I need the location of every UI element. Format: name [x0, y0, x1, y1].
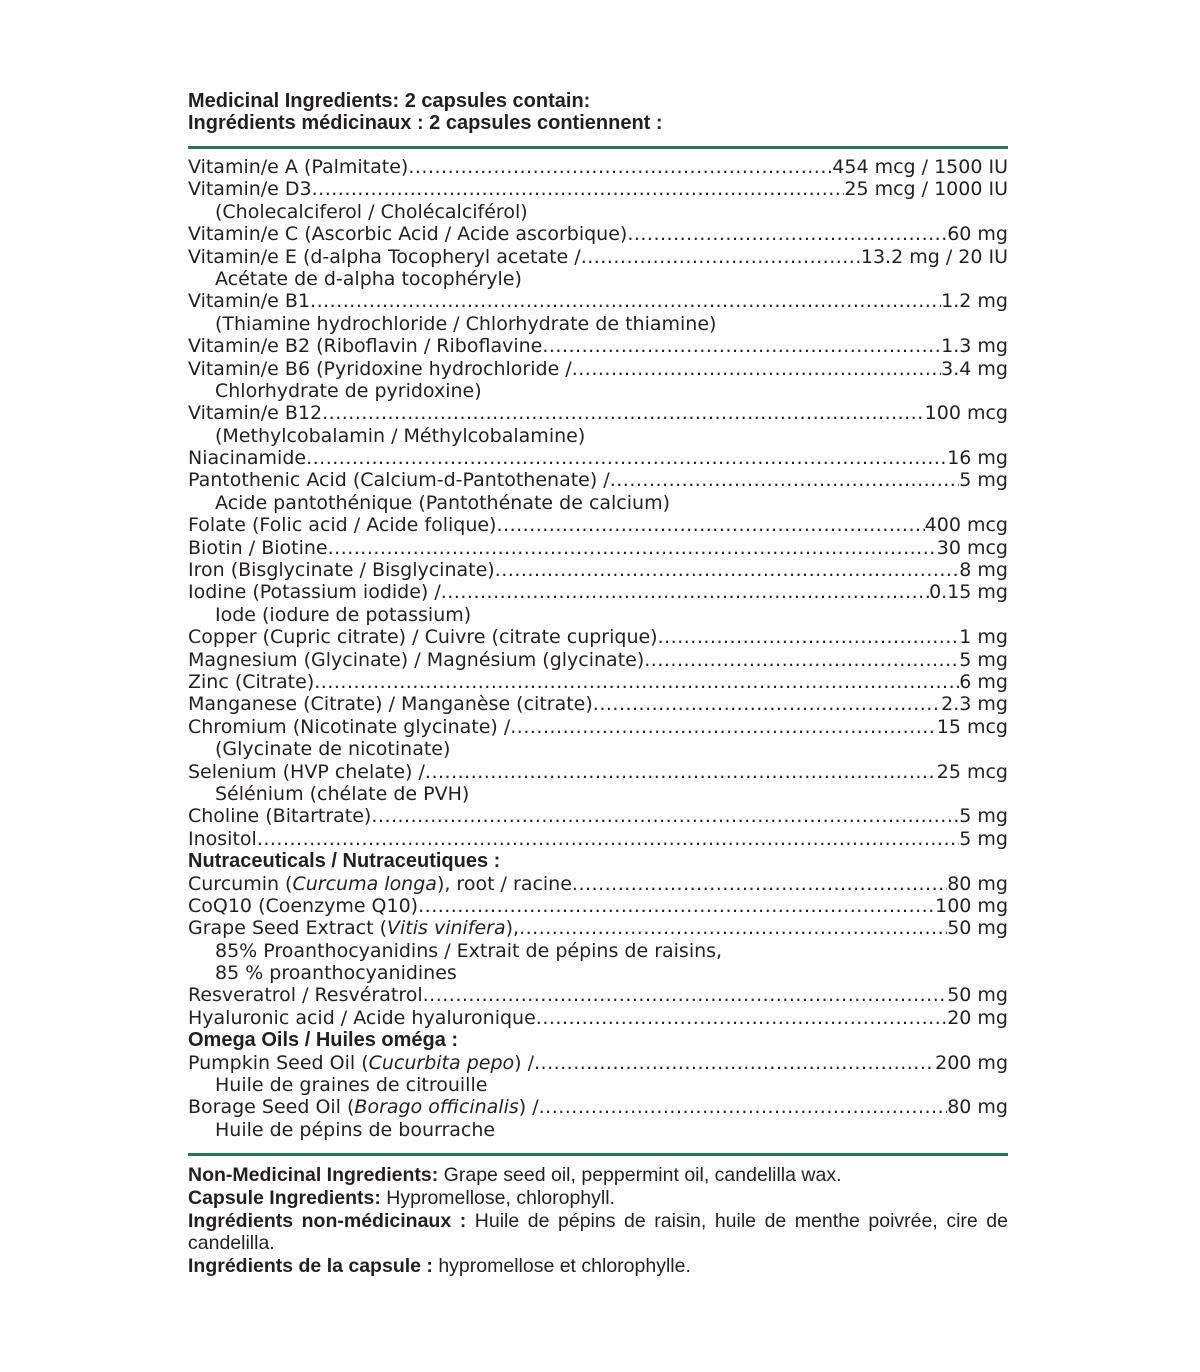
ingredient-label: Manganese (Citrate) / Manganèse (citrate) [188, 693, 593, 716]
dot-leader [257, 828, 959, 850]
non-medicinal-paragraph [188, 1164, 1008, 1187]
dot-leader [441, 581, 929, 603]
section-heading: Nutraceuticals / Nutraceutiques : [188, 850, 501, 873]
dot-leader [371, 805, 959, 827]
ingredient-amount: 8 mg [959, 559, 1008, 582]
ingredient-row [188, 1096, 1008, 1118]
label-part: ), root / racine [436, 872, 572, 895]
ingredient-amount: 6 mg [959, 670, 1008, 693]
ingredient-row [188, 402, 1008, 424]
bottom-divider [188, 1153, 1008, 1156]
ingredient-subline: Acétate de d-alpha tocophéryle) [215, 267, 522, 290]
ingredient-label: Vitamin/e B2 (Riboflavin / Riboflavine [188, 335, 543, 358]
dot-leader [593, 693, 941, 715]
dot-leader [610, 469, 960, 491]
ingredient-amount: 100 mg [935, 894, 1008, 917]
ingredient-amount: 5 mg [959, 648, 1008, 671]
dot-leader [425, 761, 937, 783]
ingredient-row [188, 1052, 1008, 1074]
ingredient-amount: 50 mg [947, 984, 1008, 1007]
dot-leader [328, 537, 937, 559]
medicinal-ingredients-header [188, 90, 1008, 134]
ingredient-subline: (Glycinate de nicotinate) [215, 738, 451, 761]
ingredient-amount: 5 mg [959, 827, 1008, 850]
ingredient-amount: 30 mcg [936, 536, 1008, 559]
dot-leader [627, 223, 947, 245]
ingredient-label: Folate (Folic acid / Acide folique) [188, 514, 497, 537]
ingredient-row [188, 693, 1008, 715]
dot-leader [510, 716, 937, 738]
ingredient-row [188, 626, 1008, 648]
paragraph-heading: Capsule Ingredients: [188, 1186, 381, 1209]
paragraph-text: Grape seed oil, peppermint oil, candelilla wax. [438, 1164, 842, 1187]
dot-leader [539, 1096, 948, 1118]
ingredient-label: Magnesium (Glycinate) / Magnésium (glycinate) [188, 648, 645, 671]
ingredient-subline: Acide pantothénique (Pantothénate de calcium) [215, 491, 670, 514]
ingredient-row [188, 178, 1008, 200]
ingredient-amount: 400 mcg [924, 514, 1008, 537]
ingredient-label: Iron (Bisglycinate / Bisglycinate) [188, 559, 495, 582]
section-heading: Omega Oils / Huiles oméga : [188, 1029, 459, 1052]
ingredient-row [188, 716, 1008, 738]
latin-name: Cucurbita pepo [368, 1051, 515, 1074]
ingredient-amount: 5 mg [959, 805, 1008, 828]
ingredient-row [188, 335, 1008, 357]
label-part: ) / [518, 1096, 539, 1119]
dot-leader [418, 895, 935, 917]
ingredient-label: Vitamin/e B12 [188, 402, 323, 425]
ingredient-amount: 13.2 mg / 20 IU [860, 245, 1008, 268]
ingredient-label: Vitamin/e D3 [188, 178, 312, 201]
ingredient-row [188, 671, 1008, 693]
dot-leader [408, 156, 832, 178]
ingredient-subline: Sélénium (chélate de PVH) [215, 782, 470, 805]
ingredient-amount: 2.3 mg [941, 693, 1008, 716]
paragraph-text: Hypromellose, chlorophyll. [380, 1186, 615, 1209]
header-english: Medicinal Ingredients: 2 capsules contain: [188, 90, 591, 112]
ingredient-row [188, 761, 1008, 783]
ingredient-label: Chromium (Nicotinate glycinate) / [188, 715, 511, 738]
dot-leader [314, 671, 959, 693]
ingredient-row [188, 156, 1008, 178]
ingredient-label [188, 1052, 534, 1074]
ingredient-subline: Iode (iodure de potassium) [215, 603, 472, 626]
ingredient-amount: 100 mcg [924, 402, 1008, 425]
ingredient-amount: 3.4 mg [941, 357, 1008, 380]
ingredient-subline: (Methylcobalamin / Méthylcobalamine) [215, 424, 586, 447]
dot-leader [534, 1052, 935, 1074]
ingredient-amount: 200 mg [935, 1051, 1008, 1074]
ingredient-label: Zinc (Citrate) [188, 670, 315, 693]
ingredient-amount: 1.2 mg [941, 290, 1008, 313]
label-part: ) / [514, 1051, 534, 1074]
non-medicinal-paragraph [188, 1210, 1008, 1255]
ingredient-subline: 85% Proanthocyanidins / Extrait de pépins de raisins, [215, 939, 723, 962]
latin-name: Vitis vinifera [387, 917, 506, 940]
non-medicinal-paragraph [188, 1255, 1008, 1278]
ingredient-label: Selenium (HVP chelate) / [188, 760, 425, 783]
ingredient-label: Niacinamide [188, 447, 307, 470]
ingredient-label: Hyaluronic acid / Acide hyaluronique [188, 1006, 536, 1029]
ingredient-amount: 454 mcg / 1500 IU [832, 156, 1008, 178]
ingredient-amount: 0.15 mg [929, 581, 1008, 604]
ingredient-row [188, 514, 1008, 536]
ingredient-label: Vitamin/e E (d-alpha Tocopheryl acetate / [188, 245, 581, 268]
ingredient-row [188, 290, 1008, 312]
paragraph-heading: Ingrédients de la capsule : [188, 1255, 433, 1277]
ingredient-amount: 80 mg [947, 872, 1008, 895]
ingredient-label: CoQ10 (Coenzyme Q10) [188, 894, 419, 917]
ingredient-label: Biotin / Biotine [188, 536, 328, 559]
dot-leader [495, 559, 960, 581]
ingredient-amount: 50 mg [947, 917, 1008, 940]
ingredient-row [188, 358, 1008, 380]
ingredient-amount: 25 mcg / 1000 IU [844, 178, 1008, 201]
ingredient-row [188, 917, 1008, 939]
latin-name: Borago officinalis [354, 1096, 519, 1119]
ingredient-label [188, 873, 572, 895]
ingredient-list [188, 156, 1008, 1141]
paragraph-heading: Non-Medicinal Ingredients: [188, 1164, 439, 1187]
ingredient-amount: 16 mg [947, 447, 1008, 470]
ingredient-amount: 1 mg [959, 626, 1008, 649]
ingredient-amount: 15 mcg [936, 715, 1008, 738]
ingredient-row [188, 873, 1008, 895]
paragraph-text: hypromellose et chlorophylle. [432, 1255, 691, 1277]
latin-name: Curcuma longa [292, 872, 437, 895]
ingredient-amount: 1.3 mg [941, 335, 1008, 358]
ingredient-label: Copper (Cupric citrate) / Cuivre (citrate cuprique) [188, 626, 658, 649]
ingredient-row [188, 447, 1008, 469]
ingredient-row [188, 537, 1008, 559]
ingredient-row [188, 469, 1008, 491]
header-french: Ingrédients médicinaux : 2 capsules contiennent : [188, 112, 663, 134]
dot-leader [658, 626, 960, 648]
paragraph-heading: Ingrédients non-médicinaux : [188, 1209, 467, 1232]
ingredient-label: Pantothenic Acid (Calcium-d-Pantothenate) / [188, 469, 610, 492]
ingredient-row [188, 895, 1008, 917]
label-part: ), [505, 917, 520, 940]
ingredient-row [188, 984, 1008, 1006]
ingredient-subline: 85 % proanthocyanidines [215, 962, 457, 985]
label-part: Curcumin ( [188, 872, 293, 895]
ingredient-label [188, 917, 519, 939]
ingredient-label: Vitamin/e C (Ascorbic Acid / Acide ascorbique) [188, 223, 628, 246]
ingredient-row [188, 1007, 1008, 1029]
ingredient-label: Vitamin/e B6 (Pyridoxine hydrochloride / [188, 357, 572, 380]
label-part: Pumpkin Seed Oil ( [188, 1051, 369, 1074]
ingredient-label: Choline (Bitartrate) [188, 805, 372, 828]
non-medicinal-paragraph [188, 1187, 1008, 1210]
top-divider [188, 146, 1008, 149]
supplement-facts-panel [188, 90, 1008, 1278]
ingredient-label: Vitamin/e A (Palmitate) [188, 156, 409, 178]
ingredient-amount: 80 mg [947, 1096, 1008, 1119]
ingredient-row [188, 246, 1008, 268]
non-medicinal-ingredients [188, 1164, 1008, 1278]
ingredient-subline: (Thiamine hydrochloride / Chlorhydrate de thiamine) [215, 312, 717, 335]
ingredient-amount: 5 mg [959, 469, 1008, 492]
dot-leader [572, 873, 947, 895]
ingredient-label [188, 1096, 539, 1118]
ingredient-label: Inositol [188, 827, 257, 850]
dot-leader [644, 649, 959, 671]
ingredient-amount: 60 mg [947, 223, 1008, 246]
dot-leader [312, 178, 845, 200]
dot-leader [322, 402, 925, 424]
dot-leader [519, 917, 947, 939]
dot-leader [572, 358, 941, 380]
ingredient-subline: Chlorhydrate de pyridoxine) [215, 379, 482, 402]
ingredient-label: Resveratrol / Resvératrol [188, 984, 423, 1007]
paragraph-text: Huile de pépins de raisin, huile de menthe poivrée, cire de candelilla. [188, 1209, 1008, 1255]
ingredient-amount: 25 mcg [936, 760, 1008, 783]
ingredient-label: Vitamin/e B1 [188, 290, 311, 313]
ingredient-subline: (Cholecalciferol / Cholécalciférol) [215, 200, 528, 223]
label-part: Grape Seed Extract ( [188, 917, 388, 940]
dot-leader [423, 984, 948, 1006]
dot-leader [536, 1007, 947, 1029]
ingredient-amount: 20 mg [947, 1006, 1008, 1029]
label-part: Borage Seed Oil ( [188, 1096, 355, 1119]
ingredient-row [188, 223, 1008, 245]
ingredient-row [188, 805, 1008, 827]
dot-leader [581, 246, 861, 268]
ingredient-row [188, 559, 1008, 581]
ingredient-row [188, 828, 1008, 850]
ingredient-label: Iodine (Potassium iodide) / [188, 581, 441, 604]
dot-leader [496, 514, 924, 536]
ingredient-subline: Huile de graines de citrouille [215, 1074, 488, 1097]
ingredient-row [188, 581, 1008, 603]
dot-leader [310, 290, 941, 312]
dot-leader [306, 447, 947, 469]
ingredient-subline: Huile de pépins de bourrache [215, 1118, 496, 1141]
ingredient-row [188, 649, 1008, 671]
dot-leader [542, 335, 941, 357]
